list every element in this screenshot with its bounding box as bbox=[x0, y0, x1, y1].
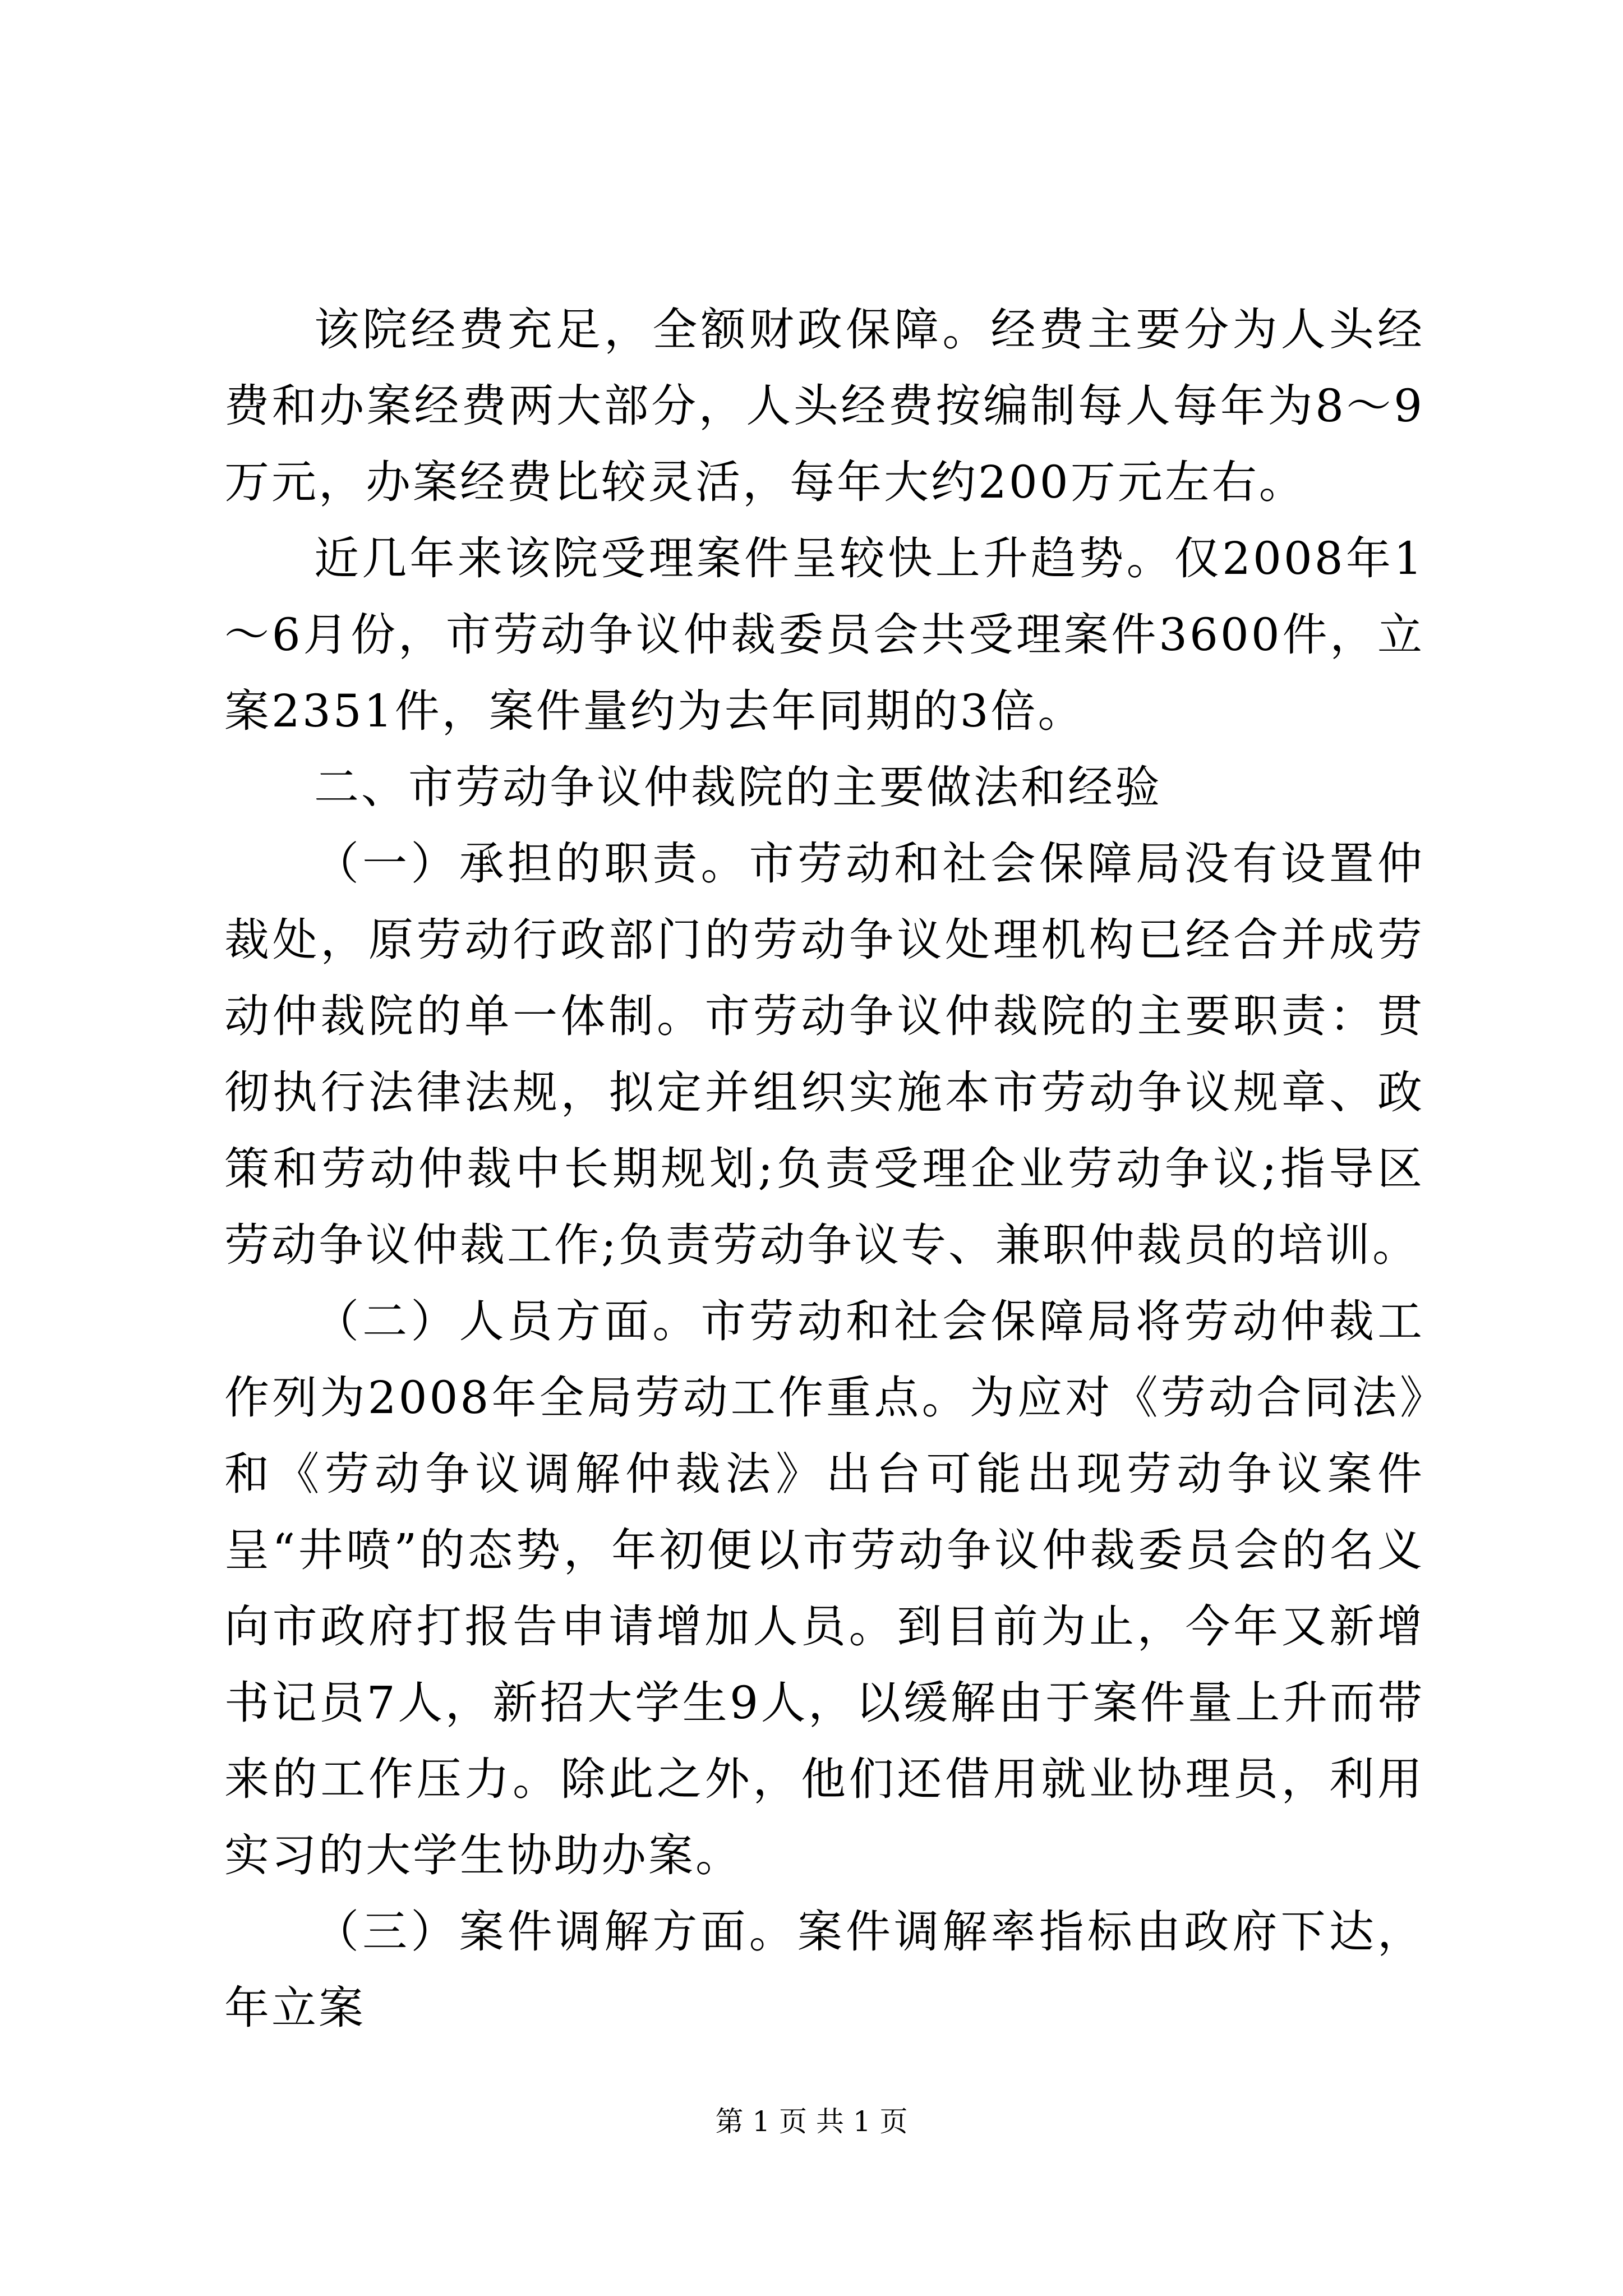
paragraph-funding: 该院经费充足，全额财政保障。经费主要分为人头经费和办案经费两大部分，人头经费按编制每人每年为8～9万元，办案经费比较灵活，每年大约200万元左右。 bbox=[224, 303, 1424, 508]
paragraph-duties: （一）承担的职责。市劳动和社会保障局没有设置仲裁处，原劳动行政部门的劳动争议处理机构已经合并成劳动仲裁院的单一体制。市劳动争议仲裁院的主要职责：贯彻执行法律法规，拟定并组织实施本市劳动争议规章、政策和劳动仲裁中长期规划;负责受理企业劳动争议;指导区劳动争议仲裁工作;负责劳动争议专、兼职仲裁员的培训。 bbox=[224, 838, 1424, 1271]
paragraph-personnel: （二）人员方面。市劳动和社会保障局将劳动仲裁工作列为2008年全局劳动工作重点。为应对《劳动合同法》和《劳动争议调解仲裁法》出台可能出现劳动争议案件呈“井喷”的态势，年初便以市劳动争议仲裁委员会的名义向市政府打报告申请增加人员。到目前为止，今年又新增书记员7人，新招大学生9人，以缓解由于案件量上升而带来的工作压力。除此之外，他们还借用就业协理员，利用实习的大学生协助办案。 bbox=[224, 1295, 1424, 1881]
page-footer: 第 1 页 共 1 页 bbox=[715, 2105, 908, 2138]
paragraph-mediation: （三）案件调解方面。案件调解率指标由政府下达，年立案 bbox=[224, 1906, 1424, 2034]
section-heading-practices: 二、市劳动争议仲裁院的主要做法和经验 bbox=[314, 761, 1162, 813]
paragraph-case-trend: 近几年来该院受理案件呈较快上升趋势。仅2008年1～6月份，市劳动争议仲裁委员会共受理案件3600件，立案2351件，案件量约为去年同期的3倍。 bbox=[224, 532, 1424, 737]
document-body bbox=[224, 292, 1424, 2046]
